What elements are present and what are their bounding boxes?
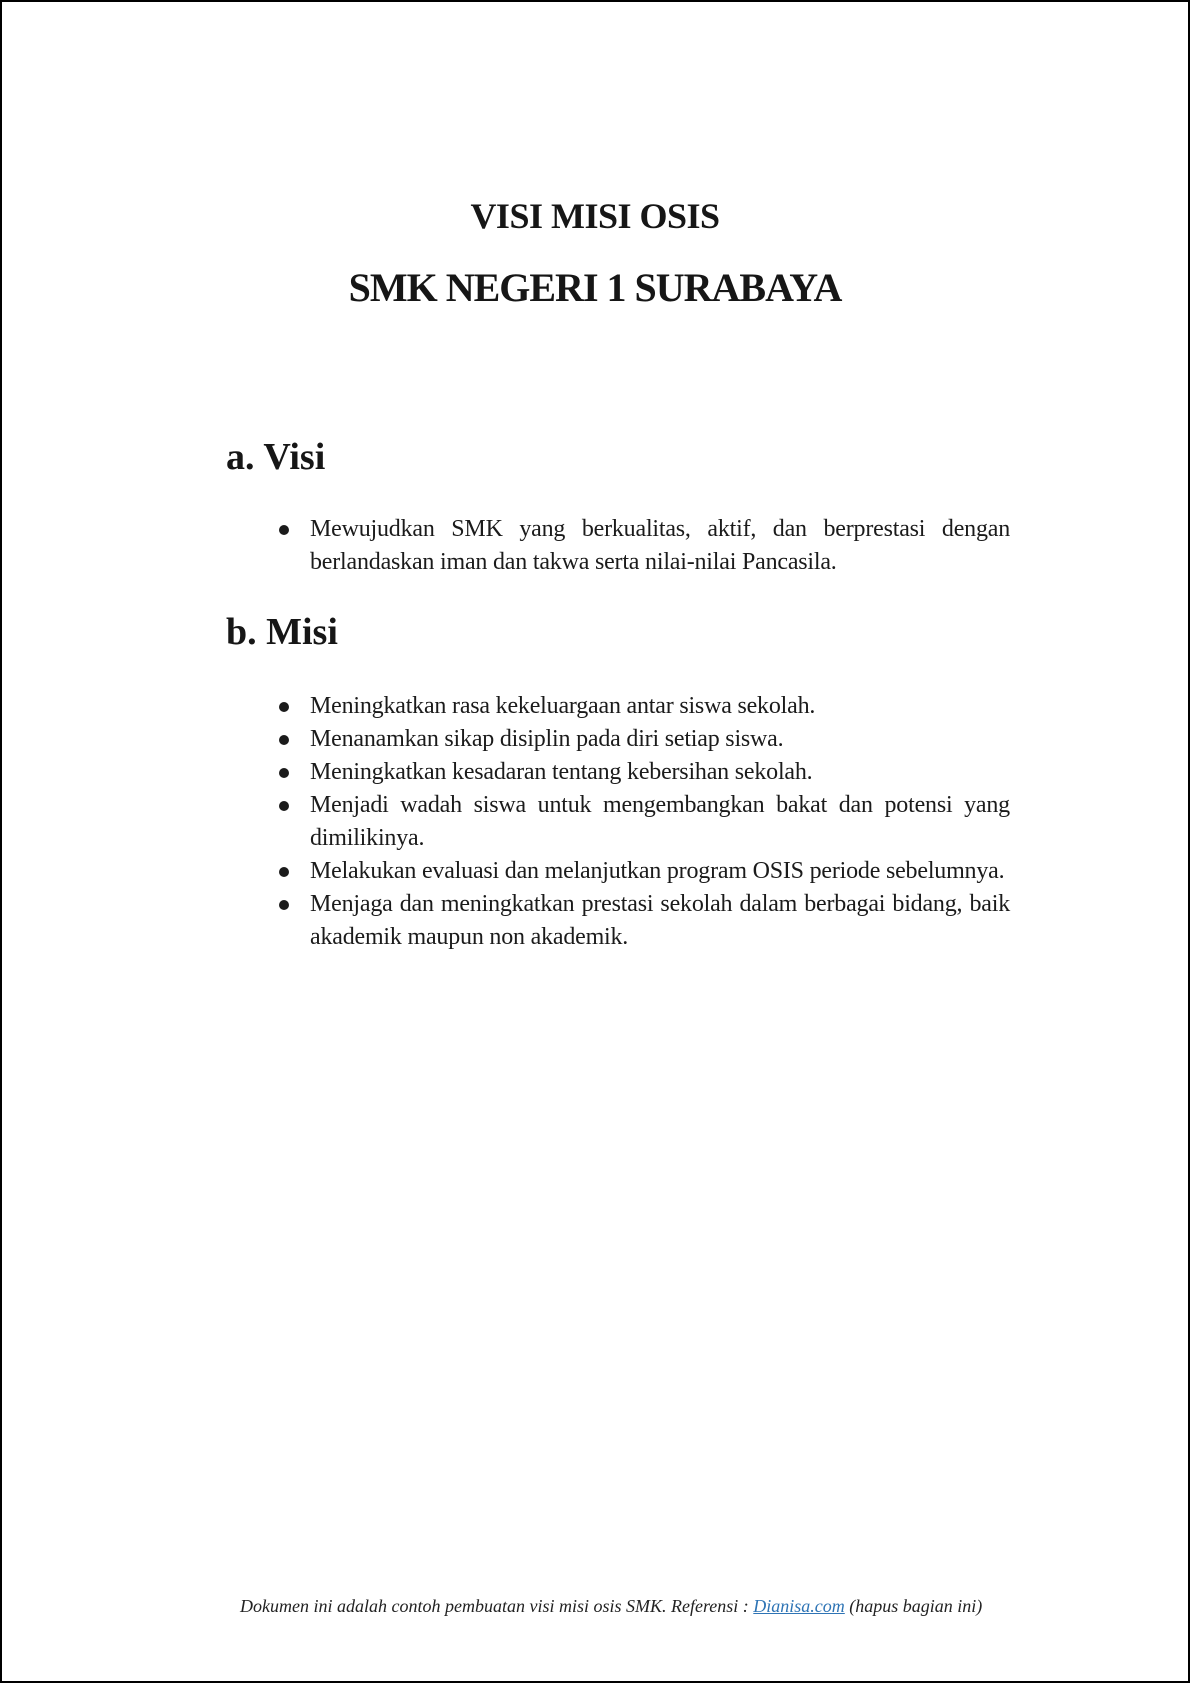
bullet-text: Melakukan evaluasi dan melanjutkan program OSIS periode sebelumnya.	[310, 858, 1005, 884]
bullet-icon	[279, 768, 289, 778]
doc-title-line1: VISI MISI OSIS	[470, 196, 720, 236]
list-item	[279, 855, 1188, 888]
footer-note	[240, 1596, 982, 1617]
footer-text-prefix: Dokumen ini adalah contoh pembuatan visi misi osis SMK. Referensi :	[240, 1596, 754, 1616]
section-heading-visi: a. Visi	[226, 436, 326, 478]
section-heading-misi: b. Misi	[226, 611, 338, 653]
list-item	[279, 513, 1188, 579]
visi-bullet-list	[279, 513, 1188, 579]
bullet-text: Mewujudkan SMK yang berkualitas, aktif, dan berprestasi dengan berlandaskan iman dan takwa serta nilai-nilai Pancasila.	[310, 516, 1010, 575]
bullet-text: Menjadi wadah siswa untuk mengembangkan bakat dan potensi yang dimilikinya.	[310, 792, 1010, 851]
bullet-text: Meningkatkan rasa kekeluargaan antar siswa sekolah.	[310, 693, 816, 719]
bullet-icon	[279, 801, 289, 811]
bullet-icon	[279, 735, 289, 745]
list-item	[279, 789, 1188, 855]
bullet-icon	[279, 900, 289, 910]
list-item	[279, 690, 1188, 723]
list-item	[279, 756, 1188, 789]
bullet-icon	[279, 867, 289, 877]
doc-title-line2: SMK NEGERI 1 SURABAYA	[348, 265, 842, 310]
list-item	[279, 723, 1188, 756]
bullet-icon	[279, 702, 289, 712]
bullet-text: Menjaga dan meningkatkan prestasi sekolah dalam berbagai bidang, baik akademik maupun non akademik.	[310, 891, 1010, 950]
misi-bullet-list	[279, 690, 1188, 954]
reference-link[interactable]: Dianisa.com	[753, 1596, 845, 1616]
list-item	[279, 888, 1188, 954]
bullet-text: Menanamkan sikap disiplin pada diri setiap siswa.	[310, 726, 784, 752]
footer-text-suffix: (hapus bagian ini)	[844, 1596, 983, 1616]
bullet-text: Meningkatkan kesadaran tentang kebersihan sekolah.	[310, 759, 813, 785]
bullet-icon	[279, 525, 289, 535]
